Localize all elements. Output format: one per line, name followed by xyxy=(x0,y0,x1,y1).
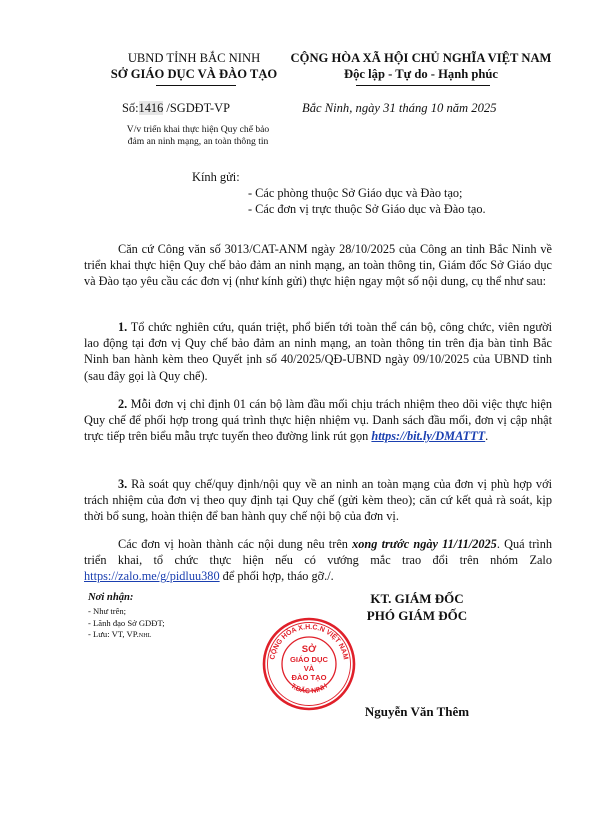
signature-title xyxy=(340,590,494,624)
recipients-title: Nơi nhận: xyxy=(88,592,134,603)
greeting-label: Kính gửi: xyxy=(192,170,240,184)
seal-line-1: SỞ xyxy=(301,644,317,655)
seal-line-2: GIÁO DỤC xyxy=(290,655,328,664)
recipient-line: - Các đơn vị trực thuộc Sở Giáo dục và Đào tạo. xyxy=(248,202,486,217)
seal-line-3: VÀ xyxy=(303,664,315,673)
seal-line-4: ĐÀO TẠO xyxy=(291,673,327,682)
deadline: xong trước ngày 11/11/2025 xyxy=(352,537,497,551)
recipient-item: - Lưu: VT, VP.NHL xyxy=(88,629,152,639)
department-line: SỞ GIÁO DỤC VÀ ĐÀO TẠO xyxy=(110,67,278,81)
item-2-paragraph: 2. Mỗi đơn vị chỉ định 01 cán bộ làm đầu mối chịu trách nhiệm theo dõi việc thực hiện Quy chế để phối hợp trong quá trình thực hiện nhiệm vụ. Danh sách đầu mối, đơn vị cập nhật trực tiếp trên biểu mẫu trực tuyến theo đường link rút gọn https://bit.ly/DMATTT. xyxy=(84,397,552,444)
recipient-item: - Lãnh đạo Sở GDĐT; xyxy=(88,617,165,628)
recipient-list xyxy=(248,185,486,218)
clerk-initials: NHL xyxy=(138,632,152,639)
item-3-paragraph: 3. Rà soát quy chế/quy định/nội quy về an ninh an toàn mạng của đơn vị phù hợp với trách nhiệm của đơn vị theo quy định tại Quy chế (gửi kèm theo); căn cứ kết quả rà soát, kịp thời bổ sung, hoàn thiện để ban hành quy chế nội bộ của đơn vị. xyxy=(84,477,552,524)
intro-paragraph: Căn cứ Công văn số 3013/CAT-ANM ngày 28/10/2025 của Công an tỉnh Bắc Ninh về triển khai thực hiện Quy chế bảo đảm an ninh mạng, an toàn thông tin, Giám đốc Sở Giáo dục và Đào tạo yêu cầu các đơn vị (như kính gửi) thực hiện ngay một số nội dung, cụ thể như sau: xyxy=(84,242,552,289)
closing-paragraph: Các đơn vị hoàn thành các nội dung nêu trên xong trước ngày 11/11/2025. Quá trình triển khai, tổ chức thực hiện nếu có vướng mắc trao đổi trên nhóm Zalo https://zalo.me/g/pidluu380 để phối hợp, tháo gỡ./. xyxy=(84,537,552,584)
item-1-paragraph: 1. Tổ chức nghiên cứu, quán triệt, phổ biến tới toàn thể cán bộ, công chức, viên người lao động tại đơn vị Quy chế bảo đảm an ninh mạng, an toàn thông tin trên địa bàn tỉnh Bắc Ninh ban hành kèm theo Quyết ịnh số 40/2025/QĐ-UBND ngày 09/10/2025 của UBND tỉnh (sau đây gọi là Quy chế). xyxy=(84,320,552,383)
authority-line: UBND TỈNH BẮC NINH xyxy=(127,51,261,65)
zalo-link[interactable]: https://zalo.me/g/pidluu380 xyxy=(84,569,220,584)
signature-line-1: KT. GIÁM ĐỐC xyxy=(370,591,464,606)
signer-name: Nguyễn Văn Thêm xyxy=(364,704,470,719)
svg-text:T.BẮC NINH xyxy=(289,683,328,696)
form-link[interactable]: https://bit.ly/DMATTT xyxy=(371,429,486,444)
authority-underline xyxy=(156,85,236,86)
motto-underline xyxy=(356,85,490,86)
doc-number-value: 1416 xyxy=(138,101,164,115)
seal-bottom-text: T.BẮC NINH xyxy=(289,682,329,696)
national-motto xyxy=(268,50,574,82)
signature-line-2: PHÓ GIÁM ĐỐC xyxy=(366,608,468,623)
place-date: Bắc Ninh, ngày 31 tháng 10 năm 2025 xyxy=(302,101,497,115)
nation-motto: Độc lập - Tự do - Hạnh phúc xyxy=(344,67,498,81)
recipient-line: - Các phòng thuộc Sở Giáo dục và Đào tạo; xyxy=(248,186,463,200)
seal-ring-text: CỘNG HÒA X.H.C.N VIỆT NAM xyxy=(269,623,349,661)
seal-graphic xyxy=(261,616,357,712)
nation-title: CỘNG HÒA XÃ HỘI CHỦ NGHĨA VIỆT NAM xyxy=(290,51,552,65)
recipient-item: - Như trên; xyxy=(88,606,127,616)
document-subject: V/v triển khai thực hiện Quy chế bảo đảm an ninh mạng, an toàn thông tin xyxy=(126,124,270,148)
recipients-list xyxy=(88,606,165,642)
issuing-authority xyxy=(92,50,296,82)
document-number: Số:1416 /SGDĐT-VP xyxy=(122,101,230,115)
official-seal xyxy=(261,616,357,712)
